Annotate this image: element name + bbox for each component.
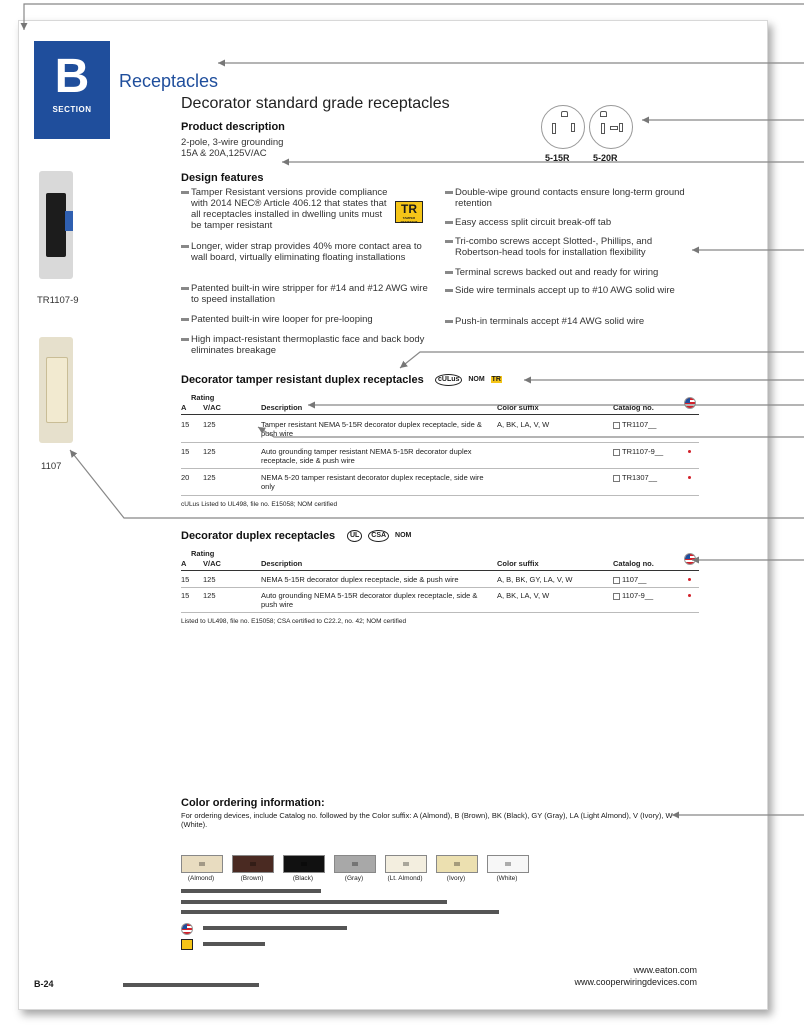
cell-a: 15 (181, 591, 190, 600)
cell-color: A, BK, LA, V, W (497, 420, 550, 429)
feature-item: Tri-combo screws accept Slotted-, Phillips, and Robertson-head tools for installation flexibility (445, 236, 695, 258)
col-header-color: Color suffix (497, 559, 539, 568)
product-description-title: Product description (181, 121, 285, 133)
table-footnote: Listed to UL498, file no. E15058; CSA certified to C22.2, no. 42; NOM certified (181, 618, 407, 625)
feature-item: Side wire terminals accept up to #10 AWG solid wire (445, 285, 695, 296)
color-ordering-title: Color ordering information: (181, 797, 325, 809)
color-swatch-label: (Lt. Almond) (387, 875, 423, 882)
feature-item: Patented built-in wire stripper for #14 and #12 AWG wire to speed installation (181, 283, 431, 305)
feature-item: High impact-resistant thermoplastic face and back body eliminates breakage (181, 334, 431, 356)
color-swatch-label: (White) (496, 875, 518, 882)
cell-description: NEMA 5-20 tamper resistant decorator duplex receptacle, side wire only (261, 473, 484, 491)
feature-item: Tamper Resistant versions provide compliance with 2014 NEC® Article 406.12 that states that all receptacles installed in dwelling units must be tamper resistant (181, 187, 391, 231)
cert-icon: NOM (395, 532, 412, 539)
cell-a: 15 (181, 575, 190, 584)
col-header-rating: Rating (191, 393, 215, 402)
design-features-title: Design features (181, 172, 264, 184)
color-swatch-label: (Brown) (240, 875, 264, 882)
section-heading: Decorator standard grade receptacles (181, 95, 450, 112)
footer-url-cooper[interactable]: www.cooperwiringdevices.com (574, 977, 697, 987)
color-swatch-label: (Black) (292, 875, 314, 882)
table-title: Decorator tamper resistant duplex receptacles (181, 374, 424, 386)
col-header-description: Description (261, 403, 303, 412)
color-ordering-text: For ordering devices, include Catalog no. followed by the Color suffix: A (Almond), B (Brown), BK (Black), GY (Gray), LA (Light Almond), V (Ivory), W (White). (181, 811, 673, 829)
cert-icon: UL (347, 530, 362, 542)
tr-badge-icon: TR TAMPER RESISTANT (395, 201, 423, 223)
table-footnote: cULus Listed to UL498, file no. E15058; NOM certified (181, 501, 338, 508)
product-caption: TR1107-9 (37, 295, 79, 306)
product-description-line-2: 15A & 20A,125V/AC (181, 148, 267, 159)
feature-item: Double-wipe ground contacts ensure long-term ground retention (445, 187, 695, 209)
footer-url-eaton[interactable]: www.eaton.com (633, 965, 697, 975)
feature-item: Terminal screws backed out and ready for wiring (445, 267, 695, 278)
page-number: B-24 (34, 979, 54, 989)
col-header-catalog: Catalog no. (613, 559, 654, 568)
col-header-a: A (181, 559, 187, 568)
cert-icon: TR (491, 376, 501, 383)
cert-icon: NOM (468, 376, 485, 383)
color-swatch-label: (Almond) (187, 875, 215, 882)
color-swatch-label: (Gray) (344, 875, 364, 882)
col-header-a: A (181, 403, 187, 412)
col-header-rating: Rating (191, 549, 215, 558)
cert-icon: CSA (368, 530, 389, 542)
color-swatch-label: (Ivory) (446, 875, 466, 882)
col-header-description: Description (261, 559, 303, 568)
cell-a: 20 (181, 473, 190, 482)
cell-catalog: TR1107-9__ (613, 447, 663, 456)
cell-vac: 125 (203, 420, 216, 429)
cell-vac: 125 (203, 591, 216, 600)
cell-description: Tamper resistant NEMA 5-15R decorator duplex receptacle, side & push wire (261, 420, 482, 438)
feature-item: Easy access split circuit break-off tab (445, 217, 695, 228)
col-header-color: Color suffix (497, 403, 539, 412)
cert-icon: cULus (435, 374, 462, 386)
cell-description: Auto grounding tamper resistant NEMA 5-15R decorator duplex receptacle, side & push wire (261, 447, 472, 465)
table-title: Decorator duplex receptacles (181, 530, 336, 542)
feature-item: Push-in terminals accept #14 AWG solid wire (445, 316, 695, 327)
cell-color: A, BK, LA, V, W (497, 591, 550, 600)
cell-vac: 125 (203, 575, 216, 584)
section-letter: B (54, 50, 90, 103)
col-header-vac: V/AC (203, 559, 221, 568)
outlet-label-5-20r: 5-20R (593, 153, 618, 163)
section-word: SECTION (52, 105, 92, 114)
cell-catalog: TR1307__ (613, 473, 657, 482)
cell-catalog: TR1107__ (613, 420, 656, 429)
outlet-label-5-15r: 5-15R (545, 153, 570, 163)
feature-item: Patented built-in wire looper for pre-looping (181, 314, 431, 325)
cell-catalog: 1107-9__ (613, 591, 653, 600)
cell-a: 15 (181, 447, 190, 456)
cell-a: 15 (181, 420, 190, 429)
product-caption: 1107 (41, 461, 62, 472)
cell-catalog: 1107__ (613, 575, 646, 584)
feature-item: Longer, wider strap provides 40% more contact area to wall board, virtually eliminating floating installations (181, 241, 431, 263)
col-header-vac: V/AC (203, 403, 221, 412)
cell-description: NEMA 5-15R decorator duplex receptacle, side & push wire (261, 575, 459, 584)
col-header-catalog: Catalog no. (613, 403, 654, 412)
cell-description: Auto grounding NEMA 5-15R decorator duplex receptacle, side & push wire (261, 591, 478, 609)
cell-color: A, B, BK, GY, LA, V, W (497, 575, 573, 584)
page-title: Receptacles (119, 71, 219, 91)
cell-vac: 125 (203, 447, 216, 456)
cell-vac: 125 (203, 473, 216, 482)
product-description-line-1: 2-pole, 3-wire grounding (181, 137, 284, 148)
